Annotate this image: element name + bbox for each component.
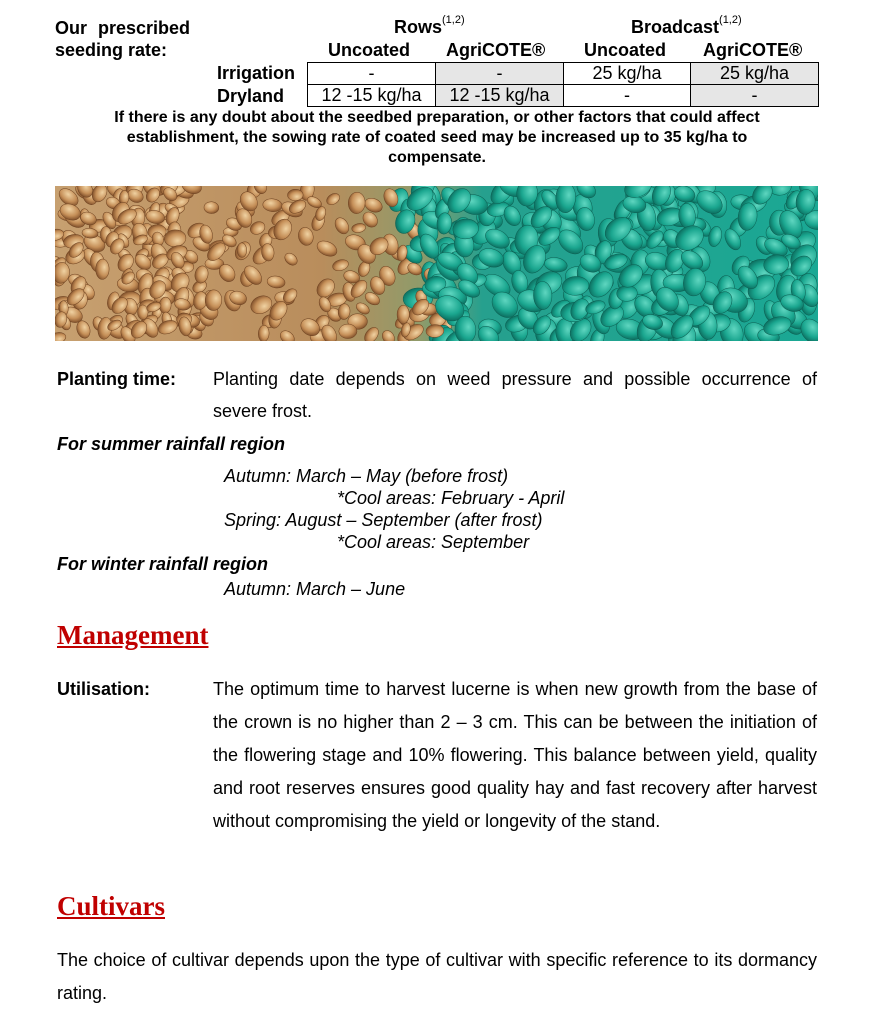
col-header-broadcast-uncoated: Uncoated — [584, 40, 667, 60]
uncoated-seed — [348, 192, 366, 214]
table-cell: 25 kg/ha — [690, 62, 819, 85]
uncoated-seed — [138, 305, 149, 320]
summer-rainfall-heading: For summer rainfall region — [57, 434, 286, 454]
table-cell: - — [690, 84, 819, 107]
uncoated-seed — [282, 251, 299, 268]
utilisation-label: Utilisation: — [57, 679, 150, 699]
uncoated-seed — [55, 331, 67, 341]
table-cell: - — [435, 62, 564, 85]
col-header-broadcast-agricote: AgriCOTE® — [703, 40, 803, 60]
winter-rainfall-heading: For winter rainfall region — [57, 554, 269, 574]
col-header-rows-uncoated: Uncoated — [328, 40, 411, 60]
uncoated-seed — [96, 259, 110, 280]
rows-header: Rows$^{(1,2)}$ — [394, 14, 465, 37]
cultivars-text: The choice of cultivar depends upon the type of cultivar with specific reference to its dormancy rating. — [57, 950, 817, 1003]
planting-text-line2: severe frost. — [213, 401, 313, 421]
planting-time-label: Planting time: — [57, 369, 177, 389]
summer-spring-line: Spring: August – September (after frost) — [224, 510, 543, 530]
uncoated-seed — [296, 226, 315, 247]
uncoated-seed — [262, 198, 283, 213]
uncoated-seed — [380, 328, 397, 341]
seeds-photo — [55, 186, 818, 341]
uncoated-seed — [397, 305, 410, 324]
uncoated-seed — [331, 258, 350, 273]
seeds-illustration — [55, 186, 818, 341]
uncoated-seed — [315, 238, 340, 259]
table-cell: 25 kg/ha — [563, 62, 691, 85]
uncoated-seed — [287, 189, 303, 201]
seeding-note: If there is any doubt about the seedbed preparation, or other factors that could affect establishment, the sowing rate of coated seed may be increased up to 35 kg/ha to compensate. — [114, 109, 760, 166]
table-cell: - — [307, 62, 436, 85]
broadcast-header: Broadcast$^{(1,2)}$ — [631, 14, 742, 37]
utilisation-text: The optimum time to harvest lucerne is when new growth from the base of the crown is no higher than 2 – 3 cm. This can be between the initiation of the flowering stage and 10% flowering. This balance between yield, quality and root reserves ensures good quality hay and fast recovery after harvest without compromising the yield or longevity of the stand. — [213, 679, 817, 831]
uncoated-seed — [237, 243, 247, 258]
uncoated-seed — [363, 196, 385, 215]
management-heading: Management — [57, 620, 209, 650]
seeding-rate-label: Our prescribed seeding rate: — [55, 18, 191, 60]
row-label-dryland: Dryland — [217, 86, 285, 106]
col-header-rows-agricote: AgriCOTE® — [446, 40, 546, 60]
row-label-irrigation: Irrigation — [217, 63, 296, 83]
cultivars-heading: Cultivars — [57, 891, 165, 921]
summer-autumn-cool-line: *Cool areas: February - April — [337, 488, 565, 508]
table-cell: - — [563, 84, 691, 107]
uncoated-seed — [204, 201, 220, 214]
table-cell: 12 -15 kg/ha — [435, 84, 564, 107]
uncoated-seed — [278, 328, 297, 341]
winter-autumn-line: Autumn: March – June — [224, 579, 406, 599]
summer-autumn-line: Autumn: March – May (before frost) — [224, 466, 509, 486]
coated-seed — [543, 256, 568, 274]
uncoated-seed — [266, 275, 285, 289]
uncoated-seed — [351, 222, 366, 233]
uncoated-seed — [332, 215, 351, 236]
uncoated-seed — [55, 261, 71, 284]
summer-spring-cool-line: *Cool areas: September — [337, 532, 530, 552]
uncoated-seed — [325, 191, 342, 207]
uncoated-seed — [258, 325, 270, 341]
planting-text-line1: Planting date depends on weed pressure and possible occurrence of — [213, 369, 817, 389]
uncoated-seed — [339, 324, 357, 338]
table-cell: 12 -15 kg/ha — [307, 84, 436, 107]
